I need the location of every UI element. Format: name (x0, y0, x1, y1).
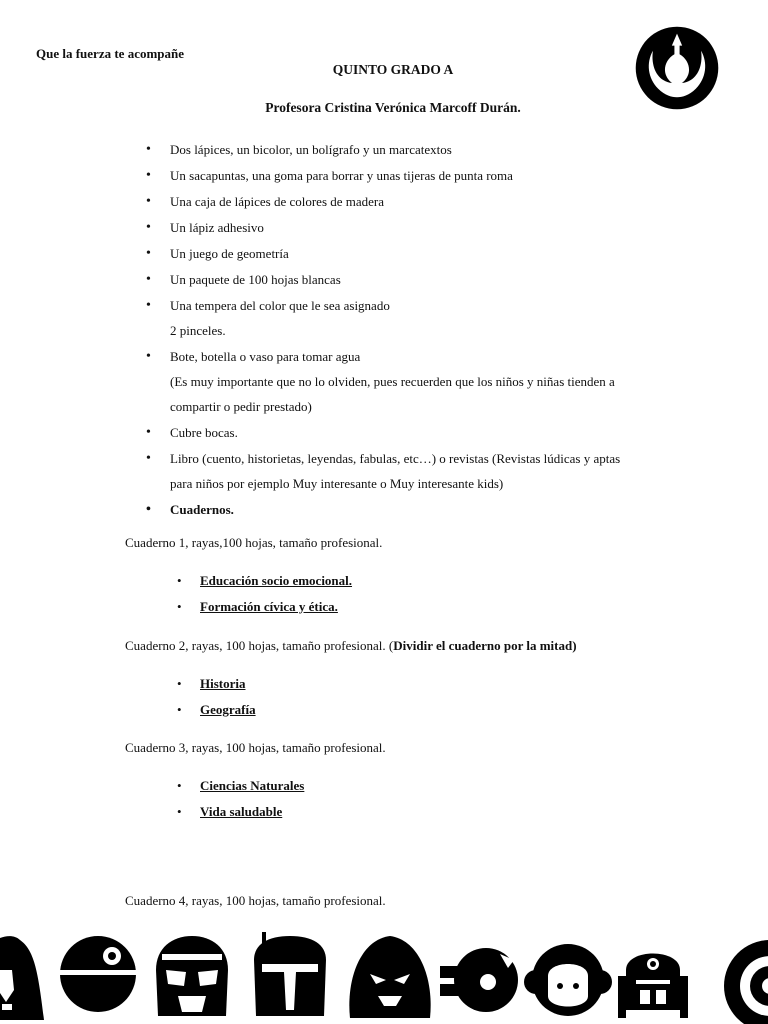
grade-title: QUINTO GRADO A (332, 62, 454, 77)
stormtrooper-icon (156, 936, 228, 1016)
list-item-notebooks: • Cuadernos. (170, 497, 670, 522)
subject-item: • Geografía (200, 697, 256, 723)
death-star-icon (58, 936, 138, 1012)
notebook-2-text (125, 638, 577, 654)
list-item: • Libro (cuento, historietas, leyendas, fabulas, etc…) o revistas (Revistas lúdicas y aptas (170, 446, 670, 471)
chewbacca-icon (349, 936, 430, 1018)
notebook-1-text: Cuaderno 1, rayas,100 hojas, tamaño profesional. (125, 535, 383, 550)
princess-leia-icon (524, 944, 612, 1016)
notebook-3-text: Cuaderno 3, rayas, 100 hojas, tamaño profesional. (125, 740, 386, 755)
supplies-list (170, 137, 670, 523)
notebook-3-subjects (200, 773, 304, 825)
teacher-name: Profesora Cristina Verónica Marcoff Durán. (265, 100, 521, 115)
list-item: • Un juego de geometría (170, 241, 670, 266)
list-item: • Un lápiz adhesivo (170, 215, 670, 240)
bb8-icon (724, 940, 768, 1024)
subject-item: • Ciencias Naturales (200, 773, 304, 799)
boba-fett-icon (254, 932, 326, 1016)
subject-item: • Vida saludable (200, 799, 304, 825)
notebook-2-description: Cuaderno 2, rayas, 100 hojas, tamaño profesional. ( (125, 638, 394, 653)
list-item: • Una tempera del color que le sea asignado (170, 293, 670, 318)
notebook-2-subjects (200, 671, 256, 723)
list-item: • Un paquete de 100 hojas blancas (170, 267, 670, 292)
notebook-4-text: Cuaderno 4, rayas, 100 hojas, tamaño profesional. (125, 893, 386, 908)
list-item: • Una caja de lápices de colores de madera (170, 189, 670, 214)
millennium-falcon-icon (440, 948, 518, 1012)
darth-vader-icon (0, 936, 44, 1020)
r2d2-icon (618, 954, 688, 1019)
notebook-2-note: Dividir el cuaderno por la mitad) (393, 638, 577, 653)
list-item-continuation: para niños por ejemplo Muy interesante o Muy interesante kids) (170, 476, 504, 491)
rebel-alliance-icon (634, 25, 720, 111)
list-item-continuation: (Es muy importante que no lo olviden, pues recuerden que los niños y niñas tienden a (170, 374, 615, 389)
subject-item: • Historia (200, 671, 256, 697)
list-item: • Un sacapuntas, una goma para borrar y unas tijeras de punta roma (170, 163, 670, 188)
footer-icon-strip (0, 930, 768, 1024)
subject-item: • Formación cívica y ética. (200, 594, 352, 620)
notebook-1-subjects (200, 568, 352, 620)
subject-item: • Educación socio emocional. (200, 568, 352, 594)
list-item-continuation: compartir o pedir prestado) (170, 399, 312, 414)
list-item: • Dos lápices, un bicolor, un bolígrafo y un marcatextos (170, 137, 670, 162)
motto: Que la fuerza te acompañe (36, 46, 185, 61)
list-item-continuation: 2 pinceles. (170, 323, 226, 338)
list-item: • Cubre bocas. (170, 420, 670, 445)
list-item: • Bote, botella o vaso para tomar agua (170, 344, 670, 369)
